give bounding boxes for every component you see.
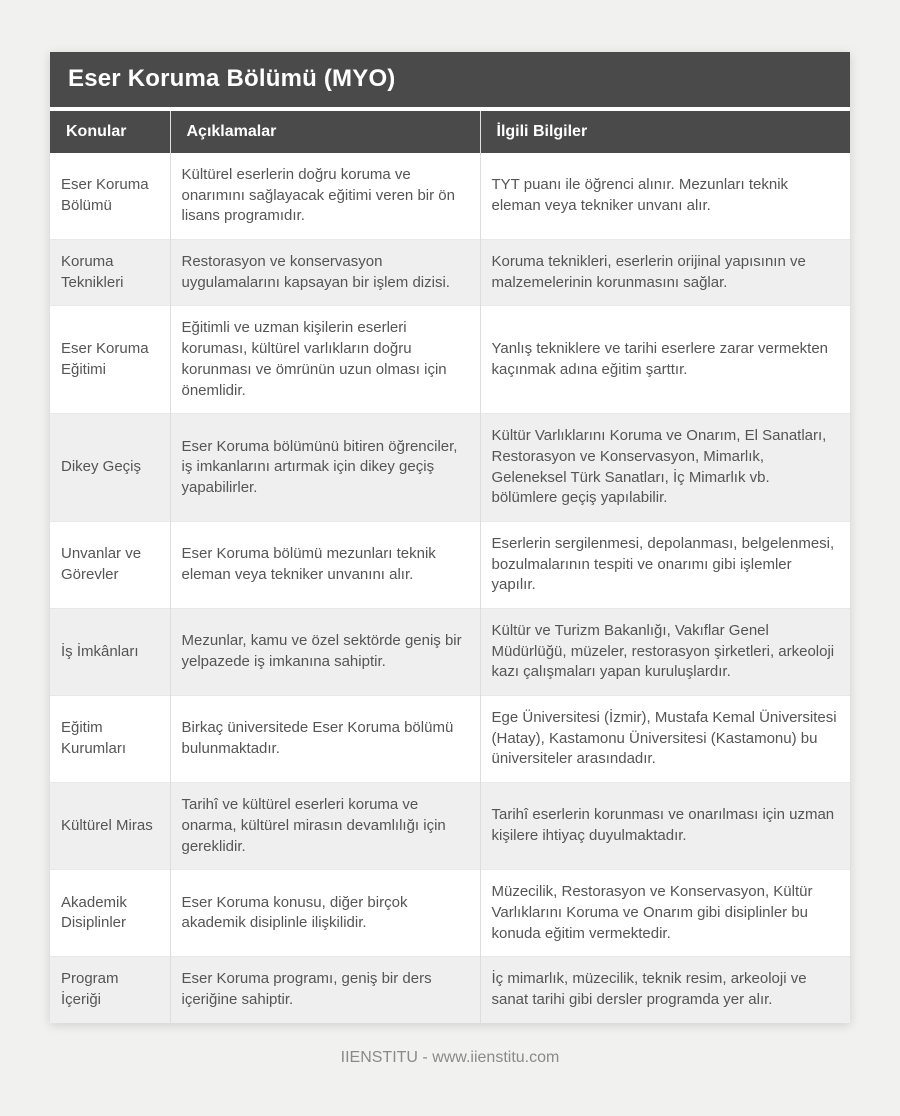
content-card bbox=[50, 52, 850, 1023]
topic-cell: Kültürel Miras bbox=[50, 783, 170, 870]
info-table bbox=[50, 111, 850, 1023]
info-cell: TYT puanı ile öğrenci alınır. Mezunları teknik eleman veya tekniker unvanı alır. bbox=[480, 153, 850, 240]
topic-cell: Koruma Teknikleri bbox=[50, 240, 170, 306]
table-row bbox=[50, 153, 850, 240]
description-cell: Eser Koruma bölümü mezunları teknik eleman veya tekniker unvanını alır. bbox=[170, 521, 480, 608]
table-row bbox=[50, 609, 850, 696]
description-cell: Birkaç üniversitede Eser Koruma bölümü bulunmaktadır. bbox=[170, 696, 480, 783]
column-header-konular: Konular bbox=[50, 111, 170, 153]
table-row bbox=[50, 521, 850, 608]
description-cell: Restorasyon ve konservasyon uygulamalarını kapsayan bir işlem dizisi. bbox=[170, 240, 480, 306]
info-cell: Yanlış tekniklere ve tarihi eserlere zarar vermekten kaçınmak adına eğitim şarttır. bbox=[480, 306, 850, 414]
info-cell: Eserlerin sergilenmesi, depolanması, belgelenmesi, bozulmalarının tespiti ve onarımı gibi işlemler yapılır. bbox=[480, 521, 850, 608]
description-cell: Eser Koruma konusu, diğer birçok akademik disiplinle ilişkilidir. bbox=[170, 870, 480, 957]
column-header-aciklamalar: Açıklamalar bbox=[170, 111, 480, 153]
table-header-row bbox=[50, 111, 850, 153]
info-cell: Ege Üniversitesi (İzmir), Mustafa Kemal Üniversitesi (Hatay), Kastamonu Üniversitesi (Kastamonu) bu üniversiteler arasındadır. bbox=[480, 696, 850, 783]
info-cell: Kültür Varlıklarını Koruma ve Onarım, El Sanatları, Restorasyon ve Konservasyon, Mimarlık, Geleneksel Türk Sanatları, İç Mimarlık vb. bölümlere geçiş yapılabilir. bbox=[480, 414, 850, 522]
page-title: Eser Koruma Bölümü (MYO) bbox=[68, 65, 396, 92]
table-row bbox=[50, 306, 850, 414]
description-cell: Tarihî ve kültürel eserleri koruma ve onarma, kültürel mirasın devamlılığı için gereklidir. bbox=[170, 783, 480, 870]
info-cell: Koruma teknikleri, eserlerin orijinal yapısının ve malzemelerinin korunmasını sağlar. bbox=[480, 240, 850, 306]
info-cell: Kültür ve Turizm Bakanlığı, Vakıflar Genel Müdürlüğü, müzeler, restorasyon şirketleri, arkeoloji kazı çalışmaları yapan kuruluşlardır. bbox=[480, 609, 850, 696]
footer-text: IIENSTITU - www.iienstitu.com bbox=[340, 1048, 560, 1066]
topic-cell: Eser Koruma Bölümü bbox=[50, 153, 170, 240]
description-cell: Mezunlar, kamu ve özel sektörde geniş bir yelpazede iş imkanına sahiptir. bbox=[170, 609, 480, 696]
topic-cell: Dikey Geçiş bbox=[50, 414, 170, 522]
table-row bbox=[50, 870, 850, 957]
info-cell: Müzecilik, Restorasyon ve Konservasyon, Kültür Varlıklarını Koruma ve Onarım gibi disiplinler bu konuda eğitim vermektedir. bbox=[480, 870, 850, 957]
topic-cell: Unvanlar ve Görevler bbox=[50, 521, 170, 608]
column-header-ilgili-bilgiler: İlgili Bilgiler bbox=[480, 111, 850, 153]
topic-cell: Eğitim Kurumları bbox=[50, 696, 170, 783]
title-bar bbox=[50, 52, 850, 107]
description-cell: Eser Koruma bölümünü bitiren öğrenciler, iş imkanlarını artırmak için dikey geçiş yapabilirler. bbox=[170, 414, 480, 522]
description-cell: Kültürel eserlerin doğru koruma ve onarımını sağlayacak eğitimi veren bir ön lisans programıdır. bbox=[170, 153, 480, 240]
description-cell: Eğitimli ve uzman kişilerin eserleri koruması, kültürel varlıkların doğru korunması ve ömrünün uzun olması için önemlidir. bbox=[170, 306, 480, 414]
table-row bbox=[50, 696, 850, 783]
table-row bbox=[50, 414, 850, 522]
info-cell: İç mimarlık, müzecilik, teknik resim, arkeoloji ve sanat tarihi gibi dersler programda yer alır. bbox=[480, 957, 850, 1023]
table-row bbox=[50, 783, 850, 870]
info-cell: Tarihî eserlerin korunması ve onarılması için uzman kişilere ihtiyaç duyulmaktadır. bbox=[480, 783, 850, 870]
topic-cell: İş İmkânları bbox=[50, 609, 170, 696]
topic-cell: Program İçeriği bbox=[50, 957, 170, 1023]
description-cell: Eser Koruma programı, geniş bir ders içeriğine sahiptir. bbox=[170, 957, 480, 1023]
table-row bbox=[50, 957, 850, 1023]
topic-cell: Eser Koruma Eğitimi bbox=[50, 306, 170, 414]
topic-cell: Akademik Disiplinler bbox=[50, 870, 170, 957]
table-row bbox=[50, 240, 850, 306]
